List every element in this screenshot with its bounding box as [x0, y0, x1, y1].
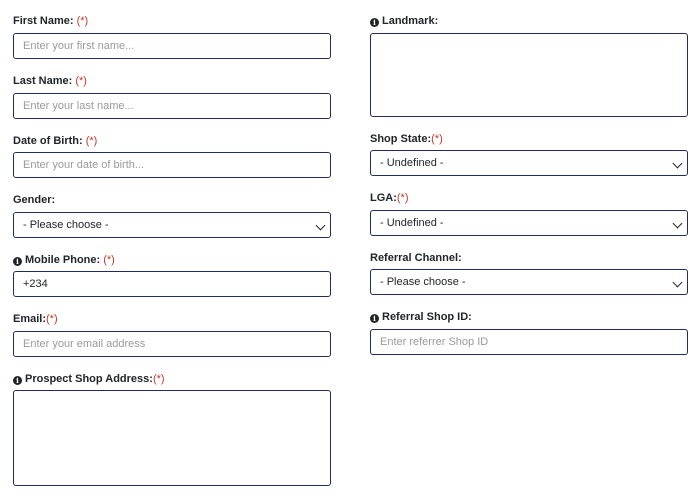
shop-state-select[interactable]: - Undefined -	[370, 150, 688, 176]
first-name-label: First Name: (*)	[13, 15, 89, 27]
info-circle-icon[interactable]: i	[370, 18, 379, 27]
referral-shop-id-input[interactable]: Enter referrer Shop ID	[370, 329, 688, 355]
referral-channel-label: Referral Channel:	[370, 252, 462, 264]
chevron-down-icon	[316, 221, 326, 231]
lga-select[interactable]: - Undefined -	[370, 210, 688, 236]
last-name-label: Last Name: (*)	[13, 75, 87, 87]
info-circle-icon[interactable]: i	[370, 314, 379, 323]
required-marker: (*)	[152, 373, 165, 385]
chevron-down-icon	[673, 159, 683, 169]
mobile-phone-label: i Mobile Phone: (*)	[13, 254, 115, 267]
shop-address-label: i Prospect Shop Address:(*)	[13, 373, 165, 386]
email-label: Email:(*)	[13, 313, 58, 325]
info-circle-icon[interactable]: i	[13, 257, 22, 266]
email-input[interactable]: Enter your email address	[13, 331, 331, 357]
chevron-down-icon	[673, 278, 683, 288]
required-marker: (*)	[396, 192, 409, 204]
first-name-input[interactable]: Enter your first name...	[13, 33, 331, 59]
mobile-phone-input[interactable]: +234	[13, 271, 331, 297]
required-marker: (*)	[431, 133, 443, 145]
required-marker: (*)	[46, 313, 58, 325]
dob-input[interactable]: Enter your date of birth...	[13, 152, 331, 178]
gender-select[interactable]: - Please choose -	[13, 212, 331, 238]
dob-label: Date of Birth: (*)	[13, 135, 98, 147]
referral-shop-id-label: i Referral Shop ID:	[370, 311, 472, 324]
chevron-down-icon	[673, 219, 683, 229]
shop-address-textarea[interactable]	[13, 390, 331, 486]
required-marker: (*)	[75, 75, 87, 87]
gender-label: Gender:	[13, 194, 56, 206]
shop-state-label: Shop State:(*)	[370, 133, 443, 145]
info-circle-icon[interactable]: i	[13, 376, 22, 385]
last-name-input[interactable]: Enter your last name...	[13, 93, 331, 119]
landmark-textarea[interactable]	[370, 33, 688, 117]
landmark-label: i Landmark:	[370, 15, 438, 28]
required-marker: (*)	[76, 15, 89, 27]
required-marker: (*)	[85, 135, 98, 147]
lga-label: LGA:(*)	[370, 192, 409, 204]
referral-channel-select[interactable]: - Please choose -	[370, 269, 688, 295]
required-marker: (*)	[103, 254, 115, 266]
